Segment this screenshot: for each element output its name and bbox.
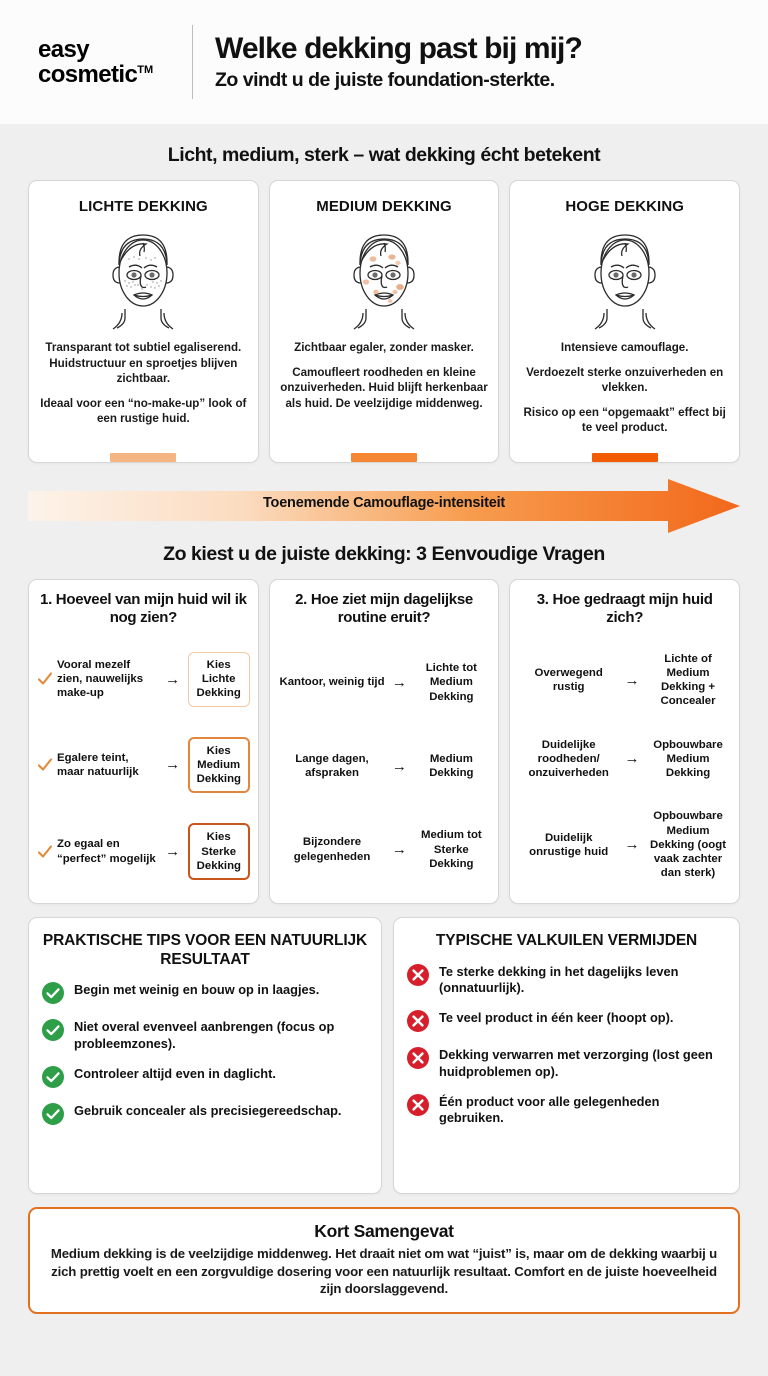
question-condition: Zo egaal en “perfect” mogelijk xyxy=(57,838,156,865)
check-icon xyxy=(37,844,53,860)
coverage-paragraph: Ideaal voor een “no-make-up” look of een rustige huid. xyxy=(40,396,247,426)
arrow-right-icon: → xyxy=(165,756,181,774)
coverage-card-light xyxy=(28,180,259,463)
page-title: Welke dekking past bij mij? xyxy=(215,32,582,65)
question-condition: Lange dagen, afspraken xyxy=(295,752,369,779)
face-illustration-high xyxy=(510,221,739,333)
question-heading: 2. Hoe ziet mijn dagelijkse routine eruit? xyxy=(295,591,473,627)
check-circle-icon xyxy=(41,1065,65,1089)
intensity-arrow-graphic xyxy=(28,479,740,533)
tip-item xyxy=(41,1102,369,1126)
tip-text: Begin met weinig en bouw op in laagjes. xyxy=(74,982,320,998)
tip-item xyxy=(41,981,369,1005)
face-medium-icon xyxy=(332,221,436,333)
coverage-section-title: Licht, medium, sterk – wat dekking écht betekent xyxy=(167,144,601,166)
pitfall-item xyxy=(406,963,727,997)
questions-section xyxy=(0,543,768,904)
pitfall-text: Één product voor alle gelegenheden gebruiken. xyxy=(439,1094,660,1126)
pitfall-item xyxy=(406,1046,727,1080)
arrow-right-icon: → xyxy=(391,841,407,859)
summary-body: Medium dekking is de veelzijdige middenweg. Het draait niet om wat “juist” is, maar om de dekking waarbij u zich prettig voelt en een zorgvuldige dosering voor een natuurlijk resultaat. Comfort en de juiste hoeveelheid zijn doorslaggevend. xyxy=(50,1246,718,1297)
logo-line-2: cosmetic™ xyxy=(38,61,154,88)
header-divider xyxy=(192,25,193,99)
question-recommendation: Kies Medium Dekking xyxy=(188,737,250,794)
coverage-card-medium xyxy=(269,180,500,463)
practical-tips-card xyxy=(28,917,382,1194)
check-circle-icon xyxy=(41,1018,65,1042)
question-row xyxy=(37,650,250,709)
header-titles xyxy=(215,32,742,92)
face-high-icon xyxy=(573,221,677,333)
coverage-card-description xyxy=(510,340,739,436)
coverage-intensity-bar xyxy=(110,453,176,462)
arrow-right-icon: → xyxy=(391,673,407,691)
pitfalls-title: TYPISCHE VALKUILEN VERMIJDEN xyxy=(435,932,698,949)
question-row xyxy=(278,659,491,706)
coverage-cards-row xyxy=(0,180,768,463)
arrow-right-icon: → xyxy=(165,670,181,688)
pitfall-item xyxy=(406,1093,727,1127)
coverage-card-high xyxy=(509,180,740,463)
tip-text: Controleer altijd even in daglicht. xyxy=(74,1065,276,1081)
tip-text: Niet overal evenveel aanbrengen (focus op probleemzones). xyxy=(74,1019,335,1051)
questions-section-title: Zo kiest u de juiste dekking: 3 Eenvoudige Vragen xyxy=(163,543,605,565)
check-circle-icon xyxy=(41,981,65,1005)
trademark-symbol: TM xyxy=(137,64,154,76)
coverage-paragraph: Intensieve camouflage. xyxy=(560,341,689,354)
pitfall-text: Te veel product in één keer (hoopt op). xyxy=(439,1010,674,1026)
question-condition: Duidelijke roodheden/ onzuiverheden xyxy=(528,738,609,779)
questions-cards-row xyxy=(0,579,768,904)
coverage-card-description xyxy=(270,340,499,411)
question-row xyxy=(518,650,731,711)
pitfall-text: Te sterke dekking in het dagelijks leven (onnatuurlijk). xyxy=(439,963,679,995)
coverage-paragraph: Verdoezelt sterke onzuiverheden en vlekken. xyxy=(526,365,724,395)
coverage-card-title: LICHTE DEKKING xyxy=(78,198,208,215)
page-header xyxy=(0,0,768,124)
tip-item xyxy=(41,1018,369,1052)
question-card-3 xyxy=(509,579,740,904)
question-card-2 xyxy=(269,579,500,904)
close-circle-icon xyxy=(406,1093,430,1117)
face-light-icon xyxy=(91,221,195,333)
coverage-section xyxy=(0,124,768,533)
face-illustration-medium xyxy=(270,221,499,333)
question-recommendation: Kies Sterke Dekking xyxy=(188,823,250,880)
question-recommendation: Lichte tot Medium Dekking xyxy=(425,662,477,703)
question-recommendation: Opbouwbare Medium Dekking (oogt vaak zachter dan sterk) xyxy=(650,810,726,880)
question-row xyxy=(278,826,491,873)
intensity-arrow-label: Toenemende Camouflage-intensiteit xyxy=(262,495,506,511)
check-icon xyxy=(37,671,53,687)
coverage-card-title: HOGE DEKKING xyxy=(565,198,685,215)
question-condition: Overwegend rustig xyxy=(534,666,603,693)
question-rows xyxy=(518,637,731,895)
question-condition: Duidelijk onrustige huid xyxy=(529,831,609,858)
close-circle-icon xyxy=(406,1009,430,1033)
coverage-card-description xyxy=(29,340,258,427)
coverage-card-title: MEDIUM DEKKING xyxy=(316,198,452,215)
question-condition: Kantoor, weinig tijd xyxy=(279,676,385,689)
question-condition: Egalere teint, maar natuurlijk xyxy=(57,751,139,778)
question-row xyxy=(518,736,731,783)
freckle-dots xyxy=(125,256,162,289)
question-row xyxy=(37,735,250,796)
coverage-paragraph: Transparant tot subtiel egaliserend. Huidstructuur en sproetjes blijven zichtbaar. xyxy=(45,341,242,386)
pitfall-text: Dekking verwarren met verzorging (lost geen huidproblemen op). xyxy=(439,1047,713,1079)
question-condition: Bijzondere gelegenheden xyxy=(293,836,371,863)
question-rows xyxy=(278,637,491,895)
pitfall-item xyxy=(406,1009,727,1033)
question-recommendation: Medium Dekking xyxy=(429,752,474,779)
pitfalls-card xyxy=(393,917,740,1194)
coverage-paragraph: Risico op een “opgemaakt” effect bij te veel product. xyxy=(523,405,726,435)
coverage-paragraph: Zichtbaar egaler, zonder masker. xyxy=(294,341,474,354)
summary-title: Kort Samengevat xyxy=(314,1221,454,1241)
face-illustration-light xyxy=(29,221,258,333)
question-row xyxy=(518,807,731,882)
page-subtitle: Zo vindt u de juiste foundation-sterkte. xyxy=(215,68,555,91)
coverage-intensity-bar xyxy=(351,453,417,462)
tips-pitfalls-row xyxy=(0,917,768,1194)
tips-title: PRAKTISCHE TIPS VOOR EEN NATUURLIJK RESULTAAT xyxy=(42,932,368,968)
question-recommendation: Kies Lichte Dekking xyxy=(188,652,250,707)
brand-logo xyxy=(26,37,186,88)
coverage-intensity-bar xyxy=(592,453,658,462)
question-recommendation: Lichte of Medium Dekking + Concealer xyxy=(660,652,716,708)
question-recommendation: Medium tot Sterke Dekking xyxy=(420,829,482,870)
arrow-right-icon: → xyxy=(624,671,640,689)
arrow-right-icon: → xyxy=(165,843,181,861)
check-circle-icon xyxy=(41,1102,65,1126)
question-heading: 1. Hoeveel van mijn huid wil ik nog zien? xyxy=(40,591,247,627)
question-heading: 3. Hoe gedraagt mijn huid zich? xyxy=(536,591,713,627)
question-rows xyxy=(37,637,250,895)
question-row xyxy=(278,750,491,783)
coverage-paragraph: Camoufleert roodheden en kleine onzuiverheden. Huid blijft herkenbaar als huid. De veelzijdige middenweg. xyxy=(280,365,488,410)
question-row xyxy=(37,821,250,882)
close-circle-icon xyxy=(406,963,430,987)
arrow-right-icon: → xyxy=(624,836,640,854)
check-icon xyxy=(37,757,53,773)
intensity-arrow xyxy=(0,479,768,533)
summary-box xyxy=(28,1207,740,1314)
arrow-right-icon: → xyxy=(624,750,640,768)
tip-text: Gebruik concealer als precisiegereedschap. xyxy=(74,1102,342,1118)
arrow-right-icon: → xyxy=(391,757,407,775)
question-condition: Vooral mezelf zien, nauwelijks make-up xyxy=(57,658,144,700)
question-recommendation: Opbouwbare Medium Dekking xyxy=(653,738,723,779)
tip-item xyxy=(41,1065,369,1089)
logo-line-1: easy xyxy=(38,35,89,63)
close-circle-icon xyxy=(406,1046,430,1070)
question-card-1 xyxy=(28,579,259,904)
